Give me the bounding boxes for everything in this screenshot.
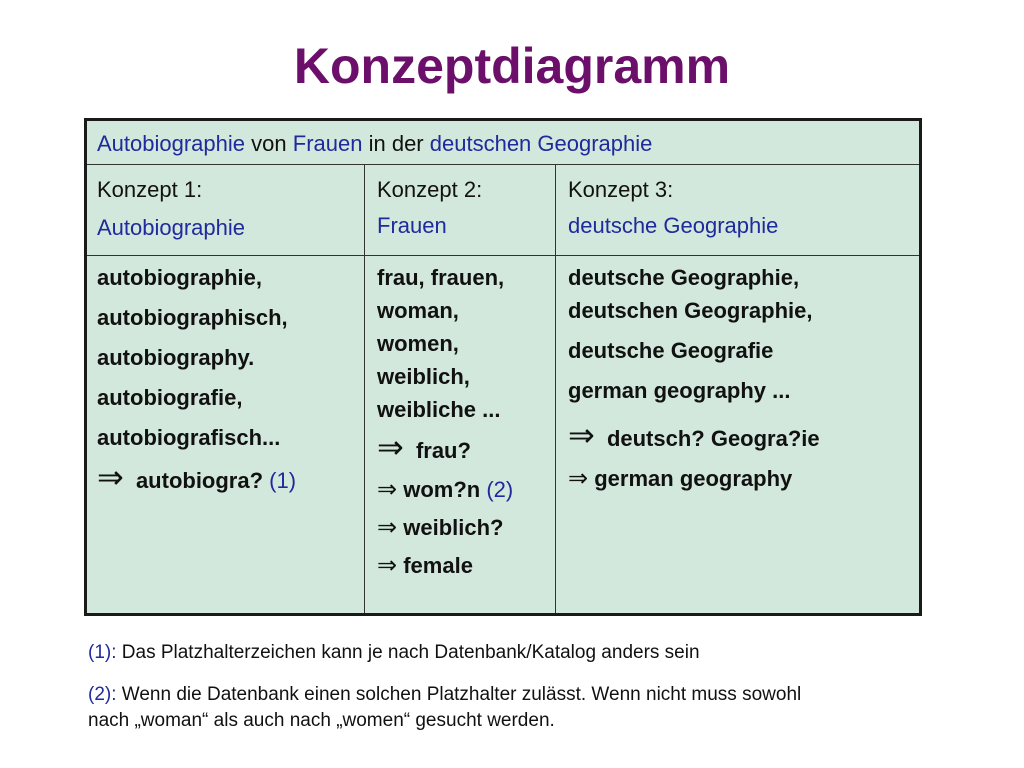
search-string-row bbox=[568, 414, 820, 460]
term-item: deutschen Geographie, bbox=[568, 298, 813, 323]
term-item: woman, bbox=[377, 298, 459, 323]
implies-arrow-icon: ⇒ bbox=[97, 459, 124, 495]
header-word-in-der: in der bbox=[368, 131, 424, 156]
search-string: female bbox=[403, 553, 473, 578]
terms-col-2 bbox=[377, 264, 513, 585]
search-string-row bbox=[377, 471, 513, 509]
implies-arrow-icon: ⇒ bbox=[377, 476, 398, 503]
footnote-2-text-line2: nach „woman“ als auch nach „women“ gesucht werden. bbox=[88, 710, 555, 731]
footnote-1-ref: (1): bbox=[88, 642, 117, 663]
footnote-1-text: Das Platzhalterzeichen kann je nach Datenbank/Katalog anders sein bbox=[116, 642, 700, 663]
term-item: weiblich, bbox=[377, 364, 470, 389]
concept-table bbox=[84, 118, 922, 616]
implies-arrow-icon: ⇒ bbox=[568, 417, 595, 453]
search-string: frau? bbox=[415, 438, 471, 463]
search-string-row bbox=[377, 427, 513, 471]
implies-arrow-icon: ⇒ bbox=[377, 429, 404, 465]
search-string-row bbox=[377, 509, 513, 547]
term-item: frau, frauen, bbox=[377, 265, 505, 290]
footnote-1 bbox=[88, 640, 700, 666]
term-item: autobiografie, bbox=[97, 385, 243, 410]
search-string-row bbox=[97, 457, 296, 501]
search-string: autobiogra? bbox=[135, 468, 264, 493]
search-string: deutsch? Geogra?ie bbox=[606, 426, 820, 451]
footnote-ref: (2) bbox=[486, 477, 514, 502]
concept-2-cell bbox=[377, 177, 482, 239]
concept-3-name: deutsche Geographie bbox=[568, 213, 779, 238]
search-string: wom?n bbox=[403, 477, 481, 502]
implies-arrow-icon: ⇒ bbox=[377, 514, 398, 541]
concept-1-cell bbox=[97, 177, 245, 241]
page-title: Konzeptdiagramm bbox=[293, 38, 731, 94]
concept-2-label: Konzept 2: bbox=[377, 177, 483, 202]
concept-2-name: Frauen bbox=[377, 213, 447, 238]
search-string: german geography bbox=[594, 466, 793, 491]
concept-1-name: Autobiographie bbox=[97, 215, 246, 240]
concept-1-label: Konzept 1: bbox=[97, 177, 203, 202]
terms-row bbox=[87, 256, 919, 613]
footnote-ref: (1) bbox=[269, 468, 297, 493]
term-item: deutsche Geographie, bbox=[568, 265, 800, 290]
term-item: autobiography. bbox=[97, 345, 255, 370]
footnote-2-text: Wenn die Datenbank einen solchen Platzhalter zulässt. Wenn nicht muss sowohl bbox=[116, 684, 802, 705]
search-string-row bbox=[568, 460, 820, 498]
term-item: autobiographie, bbox=[97, 265, 262, 290]
term-item: autobiographisch, bbox=[97, 305, 288, 330]
implies-arrow-icon: ⇒ bbox=[568, 465, 589, 492]
terms-col-1 bbox=[97, 264, 296, 501]
table-header-row bbox=[87, 121, 919, 165]
concepts-row bbox=[87, 165, 919, 256]
term-item: autobiografisch... bbox=[97, 425, 281, 450]
term-item: german geography ... bbox=[568, 378, 791, 403]
term-item: women, bbox=[377, 331, 459, 356]
implies-arrow-icon: ⇒ bbox=[377, 552, 398, 579]
concept-3-label: Konzept 3: bbox=[568, 177, 674, 202]
search-string-row bbox=[377, 547, 513, 585]
table-header-text bbox=[97, 129, 652, 159]
term-item: deutsche Geografie bbox=[568, 338, 774, 363]
footnote-2-ref: (2): bbox=[88, 684, 117, 705]
header-word-autobiographie: Autobiographie bbox=[97, 131, 246, 156]
terms-col-3 bbox=[568, 264, 820, 498]
header-word-frauen: Frauen bbox=[292, 131, 363, 156]
header-word-von: von bbox=[251, 131, 287, 156]
concept-3-cell bbox=[568, 177, 778, 239]
term-item: weibliche ... bbox=[377, 397, 501, 422]
footnote-2 bbox=[88, 682, 801, 734]
header-word-geographie: deutschen Geographie bbox=[429, 131, 653, 156]
search-string: weiblich? bbox=[403, 515, 504, 540]
